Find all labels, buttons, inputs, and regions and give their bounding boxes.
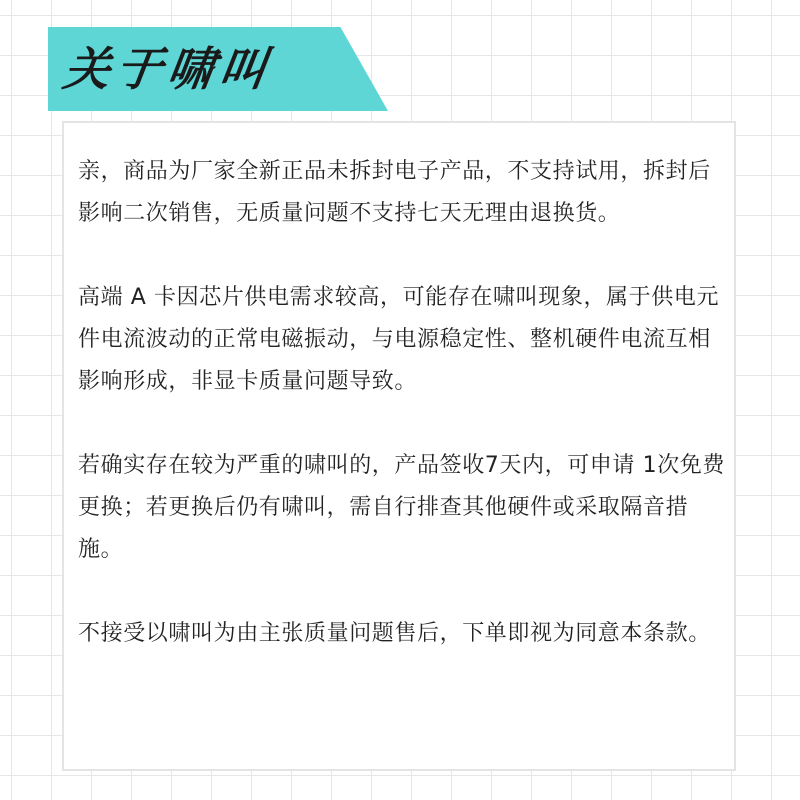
notice-body [78,151,728,655]
notice-panel [62,121,736,771]
paragraph-replacement-policy: 若确实存在较为严重的啸叫的，产品签收7天内，可申请 1次免费更换；若更换后仍有啸叫，需自行排查其他硬件或采取隔音措施。 [78,453,725,562]
paragraph-coil-whine-cause: 高端 A 卡因芯片供电需求较高，可能存在啸叫现象，属于供电元件电流波动的正常电磁振动，与电源稳定性、整机硬件电流互相影响形成，非显卡质量问题导致。 [78,285,720,394]
paragraph-terms-agreement: 不接受以啸叫为由主张质量问题售后，下单即视为同意本条款。 [78,621,711,646]
paragraph-no-trial: 亲，商品为厂家全新正品未拆封电子产品，不支持试用，拆封后影响二次销售，无质量问题不支持七天无理由退换货。 [78,159,711,226]
page-title: 关于啸叫 [60,42,276,96]
